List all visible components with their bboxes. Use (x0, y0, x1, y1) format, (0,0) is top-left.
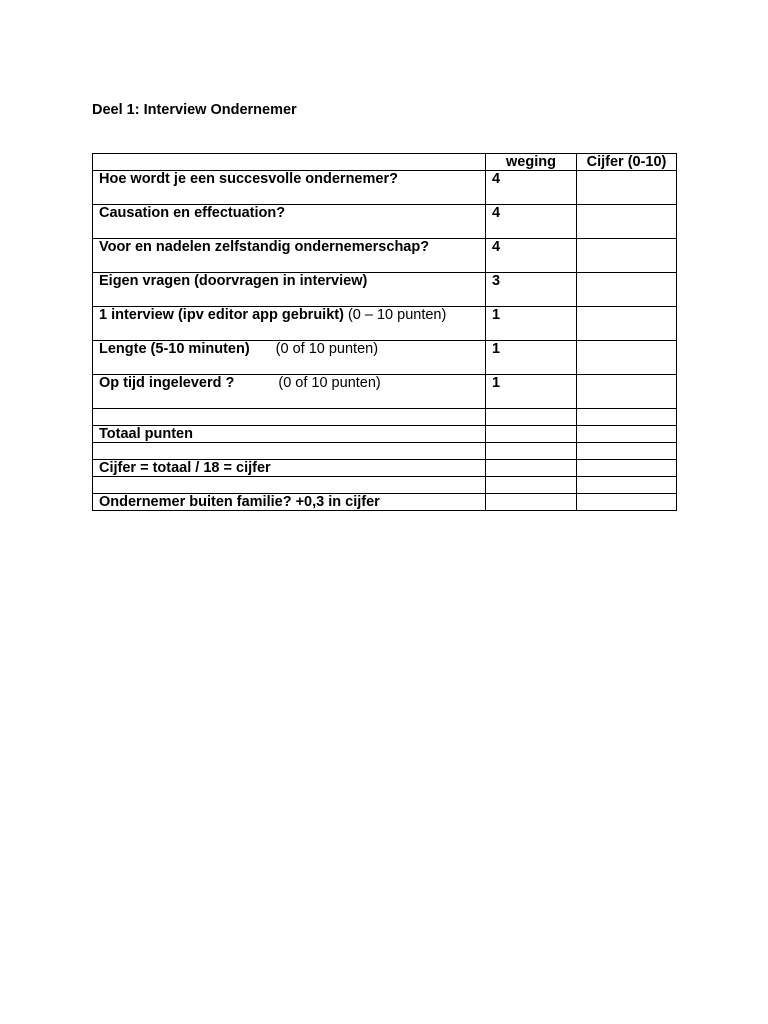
weight-cell: 4 (486, 205, 577, 239)
weight-cell: 4 (486, 239, 577, 273)
criterion-label: 1 interview (ipv editor app gebruikt) (99, 307, 344, 323)
bonus-label: Ondernemer buiten familie? +0,3 in cijfer (93, 494, 486, 511)
criterion-label: Causation en effectuation? (99, 205, 286, 221)
grade-cell[interactable] (577, 171, 677, 205)
spacer-row (93, 477, 677, 494)
weight-cell: 4 (486, 171, 577, 205)
spacer-row (93, 409, 677, 426)
criterion-label: Lengte (5-10 minuten) (99, 341, 250, 357)
table-row (93, 273, 677, 307)
total-row (93, 426, 677, 443)
spacer-row (93, 443, 677, 460)
weight-cell: 1 (486, 375, 577, 409)
bonus-row (93, 494, 677, 511)
criterion-cell (93, 307, 486, 341)
formula-weight-cell (486, 460, 577, 477)
table-row (93, 307, 677, 341)
header-cell-cijfer: Cijfer (0-10) (577, 154, 677, 171)
formula-grade-cell[interactable] (577, 460, 677, 477)
grade-cell[interactable] (577, 375, 677, 409)
criterion-note: (0 – 10 punten) (347, 307, 447, 323)
criterion-label: Voor en nadelen zelfstandig ondernemerschap? (99, 239, 430, 255)
criterion-cell (93, 273, 486, 307)
criterion-cell (93, 205, 486, 239)
formula-row (93, 460, 677, 477)
table-row (93, 239, 677, 273)
table-row (93, 341, 677, 375)
criterion-cell (93, 171, 486, 205)
header-cell-criterion (93, 154, 486, 171)
total-grade-cell[interactable] (577, 426, 677, 443)
table-header-row (93, 154, 677, 171)
weight-cell: 3 (486, 273, 577, 307)
grade-cell[interactable] (577, 239, 677, 273)
grade-cell[interactable] (577, 273, 677, 307)
table-row (93, 375, 677, 409)
criterion-note: (0 of 10 punten) (278, 375, 381, 391)
criterion-cell (93, 341, 486, 375)
header-cell-weging: weging (486, 154, 577, 171)
criterion-label: Eigen vragen (doorvragen in interview) (99, 273, 368, 289)
page-heading: Deel 1: Interview Ondernemer (92, 102, 297, 118)
criterion-label: Op tijd ingeleverd ? (99, 375, 235, 391)
grade-cell[interactable] (577, 205, 677, 239)
grade-cell[interactable] (577, 341, 677, 375)
criterion-label: Hoe wordt je een succesvolle ondernemer? (99, 171, 398, 187)
total-label: Totaal punten (93, 426, 486, 443)
total-weight-cell (486, 426, 577, 443)
bonus-weight-cell (486, 494, 577, 511)
criterion-note: (0 of 10 punten) (275, 341, 379, 357)
table-row (93, 171, 677, 205)
weight-cell: 1 (486, 341, 577, 375)
grade-cell[interactable] (577, 307, 677, 341)
grading-table (92, 153, 677, 511)
table-row (93, 205, 677, 239)
bonus-grade-cell[interactable] (577, 494, 677, 511)
weight-cell: 1 (486, 307, 577, 341)
criterion-cell (93, 375, 486, 409)
formula-label: Cijfer = totaal / 18 = cijfer (93, 460, 486, 477)
criterion-cell (93, 239, 486, 273)
